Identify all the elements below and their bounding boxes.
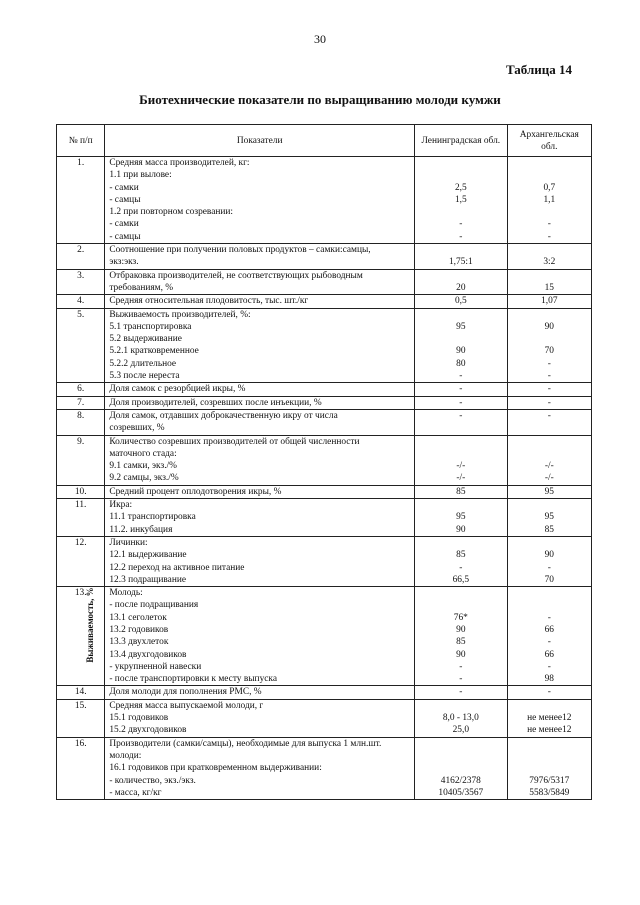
indicator-line: Личинки: xyxy=(109,537,148,548)
arkhangelsk-value xyxy=(510,750,589,762)
indicator-line: - количество, экз./экз. xyxy=(109,775,196,786)
leningrad-value xyxy=(417,333,505,345)
table-row xyxy=(57,499,592,537)
arkhangelsk-value xyxy=(510,587,589,599)
indicator-line: - масса, кг/кг xyxy=(109,787,162,798)
arkhangelsk-value xyxy=(510,448,589,460)
indicator-line: 13.2 годовиков xyxy=(109,624,169,635)
indicator-line: 13.1 сеголеток xyxy=(109,612,167,623)
leningrad-cell xyxy=(415,499,508,537)
leningrad-cell xyxy=(415,435,508,485)
leningrad-value: 66,5 xyxy=(452,574,470,585)
leningrad-value xyxy=(417,448,505,460)
arkhangelsk-value xyxy=(510,762,589,774)
arkhangelsk-value: - xyxy=(547,687,551,698)
vertical-label-text: Выживаемость, % xyxy=(85,587,95,663)
indicator-line: экз:экз. xyxy=(109,257,139,268)
table-row xyxy=(57,536,592,586)
indicator-line: молоди: xyxy=(109,750,142,761)
leningrad-value xyxy=(417,157,505,169)
leningrad-value xyxy=(417,169,505,181)
arkhangelsk-value: 5583/5849 xyxy=(529,787,570,798)
indicator-cell xyxy=(105,295,415,308)
header-arkhangelsk: Архангельская обл. xyxy=(507,125,591,157)
arkhangelsk-value: 70 xyxy=(544,346,554,357)
leningrad-cell xyxy=(415,244,508,270)
arkhangelsk-value xyxy=(510,244,589,256)
arkhangelsk-cell xyxy=(507,435,591,485)
leningrad-value xyxy=(417,700,505,712)
leningrad-value: - xyxy=(459,410,463,421)
indicator-line: Доля самок с резорбцией икры, % xyxy=(109,384,246,395)
leningrad-value: - xyxy=(459,674,463,685)
leningrad-value xyxy=(417,244,505,256)
arkhangelsk-value: - xyxy=(547,358,551,369)
indicator-cell xyxy=(105,157,415,244)
leningrad-cell xyxy=(415,409,508,435)
leningrad-cell xyxy=(415,383,508,396)
indicator-line: - самцы xyxy=(109,231,141,242)
leningrad-value xyxy=(417,738,505,750)
header-row xyxy=(57,125,592,157)
arkhangelsk-value: - xyxy=(547,384,551,395)
indicator-cell xyxy=(105,737,415,799)
indicator-line: 5.1 транспортировка xyxy=(109,321,192,332)
table-row xyxy=(57,396,592,409)
row-number: 15. xyxy=(57,699,105,737)
indicator-line: - самки xyxy=(109,182,139,193)
indicator-line: Средний процент оплодотворения икры, % xyxy=(109,486,282,497)
header-num: № п/п xyxy=(57,125,105,157)
leningrad-value: 1,5 xyxy=(454,194,467,205)
arkhangelsk-value: - xyxy=(547,371,551,382)
indicator-line: 11.1 транспортировка xyxy=(109,512,196,523)
arkhangelsk-cell xyxy=(507,737,591,799)
arkhangelsk-value: 70 xyxy=(544,574,554,585)
indicator-line: 5.2.2 длительное xyxy=(109,358,177,369)
leningrad-value: 85 xyxy=(456,550,466,561)
indicator-line: 12.3 подращивание xyxy=(109,574,187,585)
page-number: 30 xyxy=(314,32,326,46)
indicator-cell xyxy=(105,686,415,699)
row-number: 5. xyxy=(57,308,105,383)
leningrad-value: 1,75:1 xyxy=(448,257,473,268)
row-number: 11. xyxy=(57,499,105,537)
arkhangelsk-value: 1,1 xyxy=(543,194,556,205)
indicator-line: Доля производителей, созревших после инъекции, % xyxy=(109,397,322,408)
arkhangelsk-cell xyxy=(507,686,591,699)
table-row xyxy=(57,383,592,396)
arkhangelsk-value: - xyxy=(547,410,551,421)
arkhangelsk-value: 15 xyxy=(544,282,554,293)
table-row xyxy=(57,686,592,699)
arkhangelsk-value xyxy=(510,157,589,169)
row-number: 6. xyxy=(57,383,105,396)
arkhangelsk-value xyxy=(510,499,589,511)
leningrad-cell xyxy=(415,587,508,686)
table-title: Биотехнические показатели по выращиванию молоди кумжи xyxy=(139,92,501,107)
table-row xyxy=(57,587,592,686)
indicator-line: Соотношение при получении половых продуктов – самки:самцы, xyxy=(109,245,371,256)
leningrad-value xyxy=(417,750,505,762)
indicator-line: - самки xyxy=(109,219,139,230)
arkhangelsk-value xyxy=(510,700,589,712)
leningrad-value: 4162/2378 xyxy=(440,775,481,786)
indicator-line: Доля молоди для пополнения РМС, % xyxy=(109,687,262,698)
row-number: 8. xyxy=(57,409,105,435)
arkhangelsk-cell xyxy=(507,699,591,737)
row-number: 4. xyxy=(57,295,105,308)
leningrad-value: 85 xyxy=(456,637,466,648)
leningrad-value: - xyxy=(459,371,463,382)
leningrad-value xyxy=(417,270,505,282)
indicator-line: - самцы xyxy=(109,194,141,205)
row-number: 10. xyxy=(57,485,105,498)
leningrad-value: 20 xyxy=(456,282,466,293)
row-number: 7. xyxy=(57,396,105,409)
indicator-line: 1.1 при вылове: xyxy=(109,170,172,181)
arkhangelsk-value xyxy=(510,738,589,750)
indicator-line: - после подращивания xyxy=(109,600,199,611)
indicator-line: 13.4 двухгодовиков xyxy=(109,649,187,660)
leningrad-cell xyxy=(415,485,508,498)
indicator-cell xyxy=(105,409,415,435)
arkhangelsk-value xyxy=(510,436,589,448)
arkhangelsk-value: 95 xyxy=(544,486,554,497)
row-number: 14. xyxy=(57,686,105,699)
leningrad-value: 90 xyxy=(456,649,466,660)
indicator-cell xyxy=(105,269,415,295)
leningrad-value: 95 xyxy=(456,512,466,523)
arkhangelsk-cell xyxy=(507,269,591,295)
indicator-cell xyxy=(105,699,415,737)
arkhangelsk-value xyxy=(510,537,589,549)
bio-indicators-table xyxy=(56,124,592,800)
vertical-survival-label xyxy=(82,570,98,680)
indicator-line: Отбраковка производителей, не соответствующих рыбоводным xyxy=(109,270,363,281)
arkhangelsk-value: - xyxy=(547,562,551,573)
table-row xyxy=(57,485,592,498)
arkhangelsk-value: - xyxy=(547,219,551,230)
leningrad-value xyxy=(417,587,505,599)
indicator-cell xyxy=(105,499,415,537)
indicator-line: Выживаемость производителей, %: xyxy=(109,309,251,320)
indicator-line: созревших, % xyxy=(109,423,165,434)
indicator-line: Молодь: xyxy=(109,588,143,599)
arkhangelsk-value: - xyxy=(547,661,551,672)
leningrad-value: - xyxy=(459,687,463,698)
leningrad-cell xyxy=(415,269,508,295)
arkhangelsk-value xyxy=(510,270,589,282)
leningrad-value: - xyxy=(459,562,463,573)
indicator-line: 12.2 переход на активное питание xyxy=(109,562,245,573)
indicator-line: 5.2.1 кратковременное xyxy=(109,346,199,357)
arkhangelsk-cell xyxy=(507,396,591,409)
leningrad-value: -/- xyxy=(456,461,466,472)
indicator-line: 12.1 выдерживание xyxy=(109,550,187,561)
arkhangelsk-value: - xyxy=(547,397,551,408)
indicator-cell xyxy=(105,536,415,586)
table-row xyxy=(57,244,592,270)
indicator-cell xyxy=(105,587,415,686)
arkhangelsk-value: 98 xyxy=(544,674,554,685)
table-row xyxy=(57,409,592,435)
arkhangelsk-cell xyxy=(507,383,591,396)
arkhangelsk-value: - xyxy=(547,612,551,623)
row-number: 16. xyxy=(57,737,105,799)
table-caption: Таблица 14 xyxy=(505,62,572,77)
leningrad-value: 10405/3567 xyxy=(438,787,484,798)
arkhangelsk-value: - xyxy=(547,231,551,242)
arkhangelsk-value: не менее12 xyxy=(527,725,572,736)
arkhangelsk-cell xyxy=(507,308,591,383)
leningrad-value: 0,5 xyxy=(454,296,467,307)
arkhangelsk-value: 7976/5317 xyxy=(529,775,570,786)
arkhangelsk-value xyxy=(510,333,589,345)
leningrad-value xyxy=(417,436,505,448)
indicator-cell xyxy=(105,308,415,383)
row-number: 12. xyxy=(57,536,105,586)
leningrad-value: 2,5 xyxy=(454,182,467,193)
indicator-line: 15.2 двухгодовиков xyxy=(109,725,187,736)
leningrad-value: 25,0 xyxy=(452,725,470,736)
leningrad-value: 76* xyxy=(453,612,468,623)
indicator-line: Количество созревших производителей от общей численности xyxy=(109,436,360,447)
arkhangelsk-value: 85 xyxy=(544,524,554,535)
table-row xyxy=(57,737,592,799)
indicator-line: Доля самок, отдавших доброкачественную икру от числа xyxy=(109,410,338,421)
header-indicator: Показатели xyxy=(105,125,415,157)
leningrad-value: 8,0 - 13,0 xyxy=(442,713,479,724)
leningrad-value: 90 xyxy=(456,624,466,635)
indicator-line: 9.2 самцы, экз./% xyxy=(109,473,179,484)
arkhangelsk-value xyxy=(510,599,589,611)
row-number: 3. xyxy=(57,269,105,295)
table-row xyxy=(57,435,592,485)
arkhangelsk-value xyxy=(510,169,589,181)
table-row xyxy=(57,308,592,383)
arkhangelsk-cell xyxy=(507,485,591,498)
indicator-cell xyxy=(105,396,415,409)
arkhangelsk-cell xyxy=(507,499,591,537)
table-row xyxy=(57,269,592,295)
arkhangelsk-value: 3:2 xyxy=(543,257,556,268)
indicator-line: требованиям, % xyxy=(109,282,174,293)
row-number: 2. xyxy=(57,244,105,270)
leningrad-value xyxy=(417,309,505,321)
indicator-line: 15.1 годовиков xyxy=(109,713,169,724)
leningrad-value xyxy=(417,762,505,774)
leningrad-value: -/- xyxy=(456,473,466,484)
leningrad-value: 90 xyxy=(456,346,466,357)
leningrad-cell xyxy=(415,295,508,308)
arkhangelsk-value: не менее12 xyxy=(527,713,572,724)
indicator-cell xyxy=(105,485,415,498)
indicator-line: 16.1 годовиков при кратковременном выдерживании: xyxy=(109,763,322,774)
leningrad-cell xyxy=(415,536,508,586)
indicator-cell xyxy=(105,244,415,270)
leningrad-value: - xyxy=(459,661,463,672)
arkhangelsk-value: 66 xyxy=(544,649,554,660)
table-row xyxy=(57,699,592,737)
arkhangelsk-value: 95 xyxy=(544,512,554,523)
row-number: 9. xyxy=(57,435,105,485)
arkhangelsk-value: 90 xyxy=(544,550,554,561)
indicator-line: - укрупненной навески xyxy=(109,661,202,672)
leningrad-value: - xyxy=(459,231,463,242)
leningrad-cell xyxy=(415,699,508,737)
table-row xyxy=(57,295,592,308)
leningrad-value: - xyxy=(459,397,463,408)
indicator-line: 9.1 самки, экз./% xyxy=(109,461,177,472)
arkhangelsk-value: 90 xyxy=(544,321,554,332)
leningrad-value: 90 xyxy=(456,524,466,535)
indicator-line: Икра: xyxy=(109,500,133,511)
indicator-line: 13.3 двухлеток xyxy=(109,637,169,648)
leningrad-value: 80 xyxy=(456,358,466,369)
leningrad-cell xyxy=(415,157,508,244)
indicator-line: 11.2. инкубация xyxy=(109,524,173,535)
header-leningrad: Ленинградская обл. xyxy=(415,125,508,157)
arkhangelsk-value: 0,7 xyxy=(543,182,556,193)
leningrad-value xyxy=(417,599,505,611)
leningrad-value: - xyxy=(459,219,463,230)
indicator-line: 1.2 при повторном созревании: xyxy=(109,207,234,218)
arkhangelsk-cell xyxy=(507,587,591,686)
leningrad-cell xyxy=(415,737,508,799)
leningrad-value xyxy=(417,206,505,218)
row-number: 1. xyxy=(57,157,105,244)
arkhangelsk-value xyxy=(510,309,589,321)
indicator-cell xyxy=(105,383,415,396)
arkhangelsk-value: -/- xyxy=(544,461,554,472)
arkhangelsk-cell xyxy=(507,409,591,435)
leningrad-cell xyxy=(415,396,508,409)
indicator-line: Производители (самки/самцы), необходимые для выпуска 1 млн.шт. xyxy=(109,738,382,749)
indicator-line: маточного стада: xyxy=(109,448,177,459)
leningrad-cell xyxy=(415,308,508,383)
arkhangelsk-value: 1,07 xyxy=(541,296,558,307)
row-number: 13. xyxy=(57,587,105,686)
leningrad-value xyxy=(417,499,505,511)
indicator-line: 5.3 после нереста xyxy=(109,371,180,382)
leningrad-value: 85 xyxy=(456,486,466,497)
arkhangelsk-value: - xyxy=(547,637,551,648)
arkhangelsk-cell xyxy=(507,244,591,270)
arkhangelsk-value xyxy=(510,206,589,218)
arkhangelsk-value: 66 xyxy=(544,624,554,635)
leningrad-value: 95 xyxy=(456,321,466,332)
indicator-line: Средняя масса производителей, кг: xyxy=(109,158,250,168)
leningrad-value: - xyxy=(459,384,463,395)
arkhangelsk-cell xyxy=(507,295,591,308)
arkhangelsk-cell xyxy=(507,536,591,586)
leningrad-cell xyxy=(415,686,508,699)
indicator-cell xyxy=(105,435,415,485)
arkhangelsk-cell xyxy=(507,157,591,244)
leningrad-value xyxy=(417,537,505,549)
indicator-line: Средняя относительная плодовитость, тыс. шт./кг xyxy=(109,296,309,307)
indicator-line: Средняя масса выпускаемой молоди, г xyxy=(109,700,264,711)
indicator-line: - после транспортировки к месту выпуска xyxy=(109,674,277,685)
table-row xyxy=(57,157,592,244)
indicator-line: 5.2 выдерживание xyxy=(109,334,182,345)
arkhangelsk-value: -/- xyxy=(544,473,554,484)
